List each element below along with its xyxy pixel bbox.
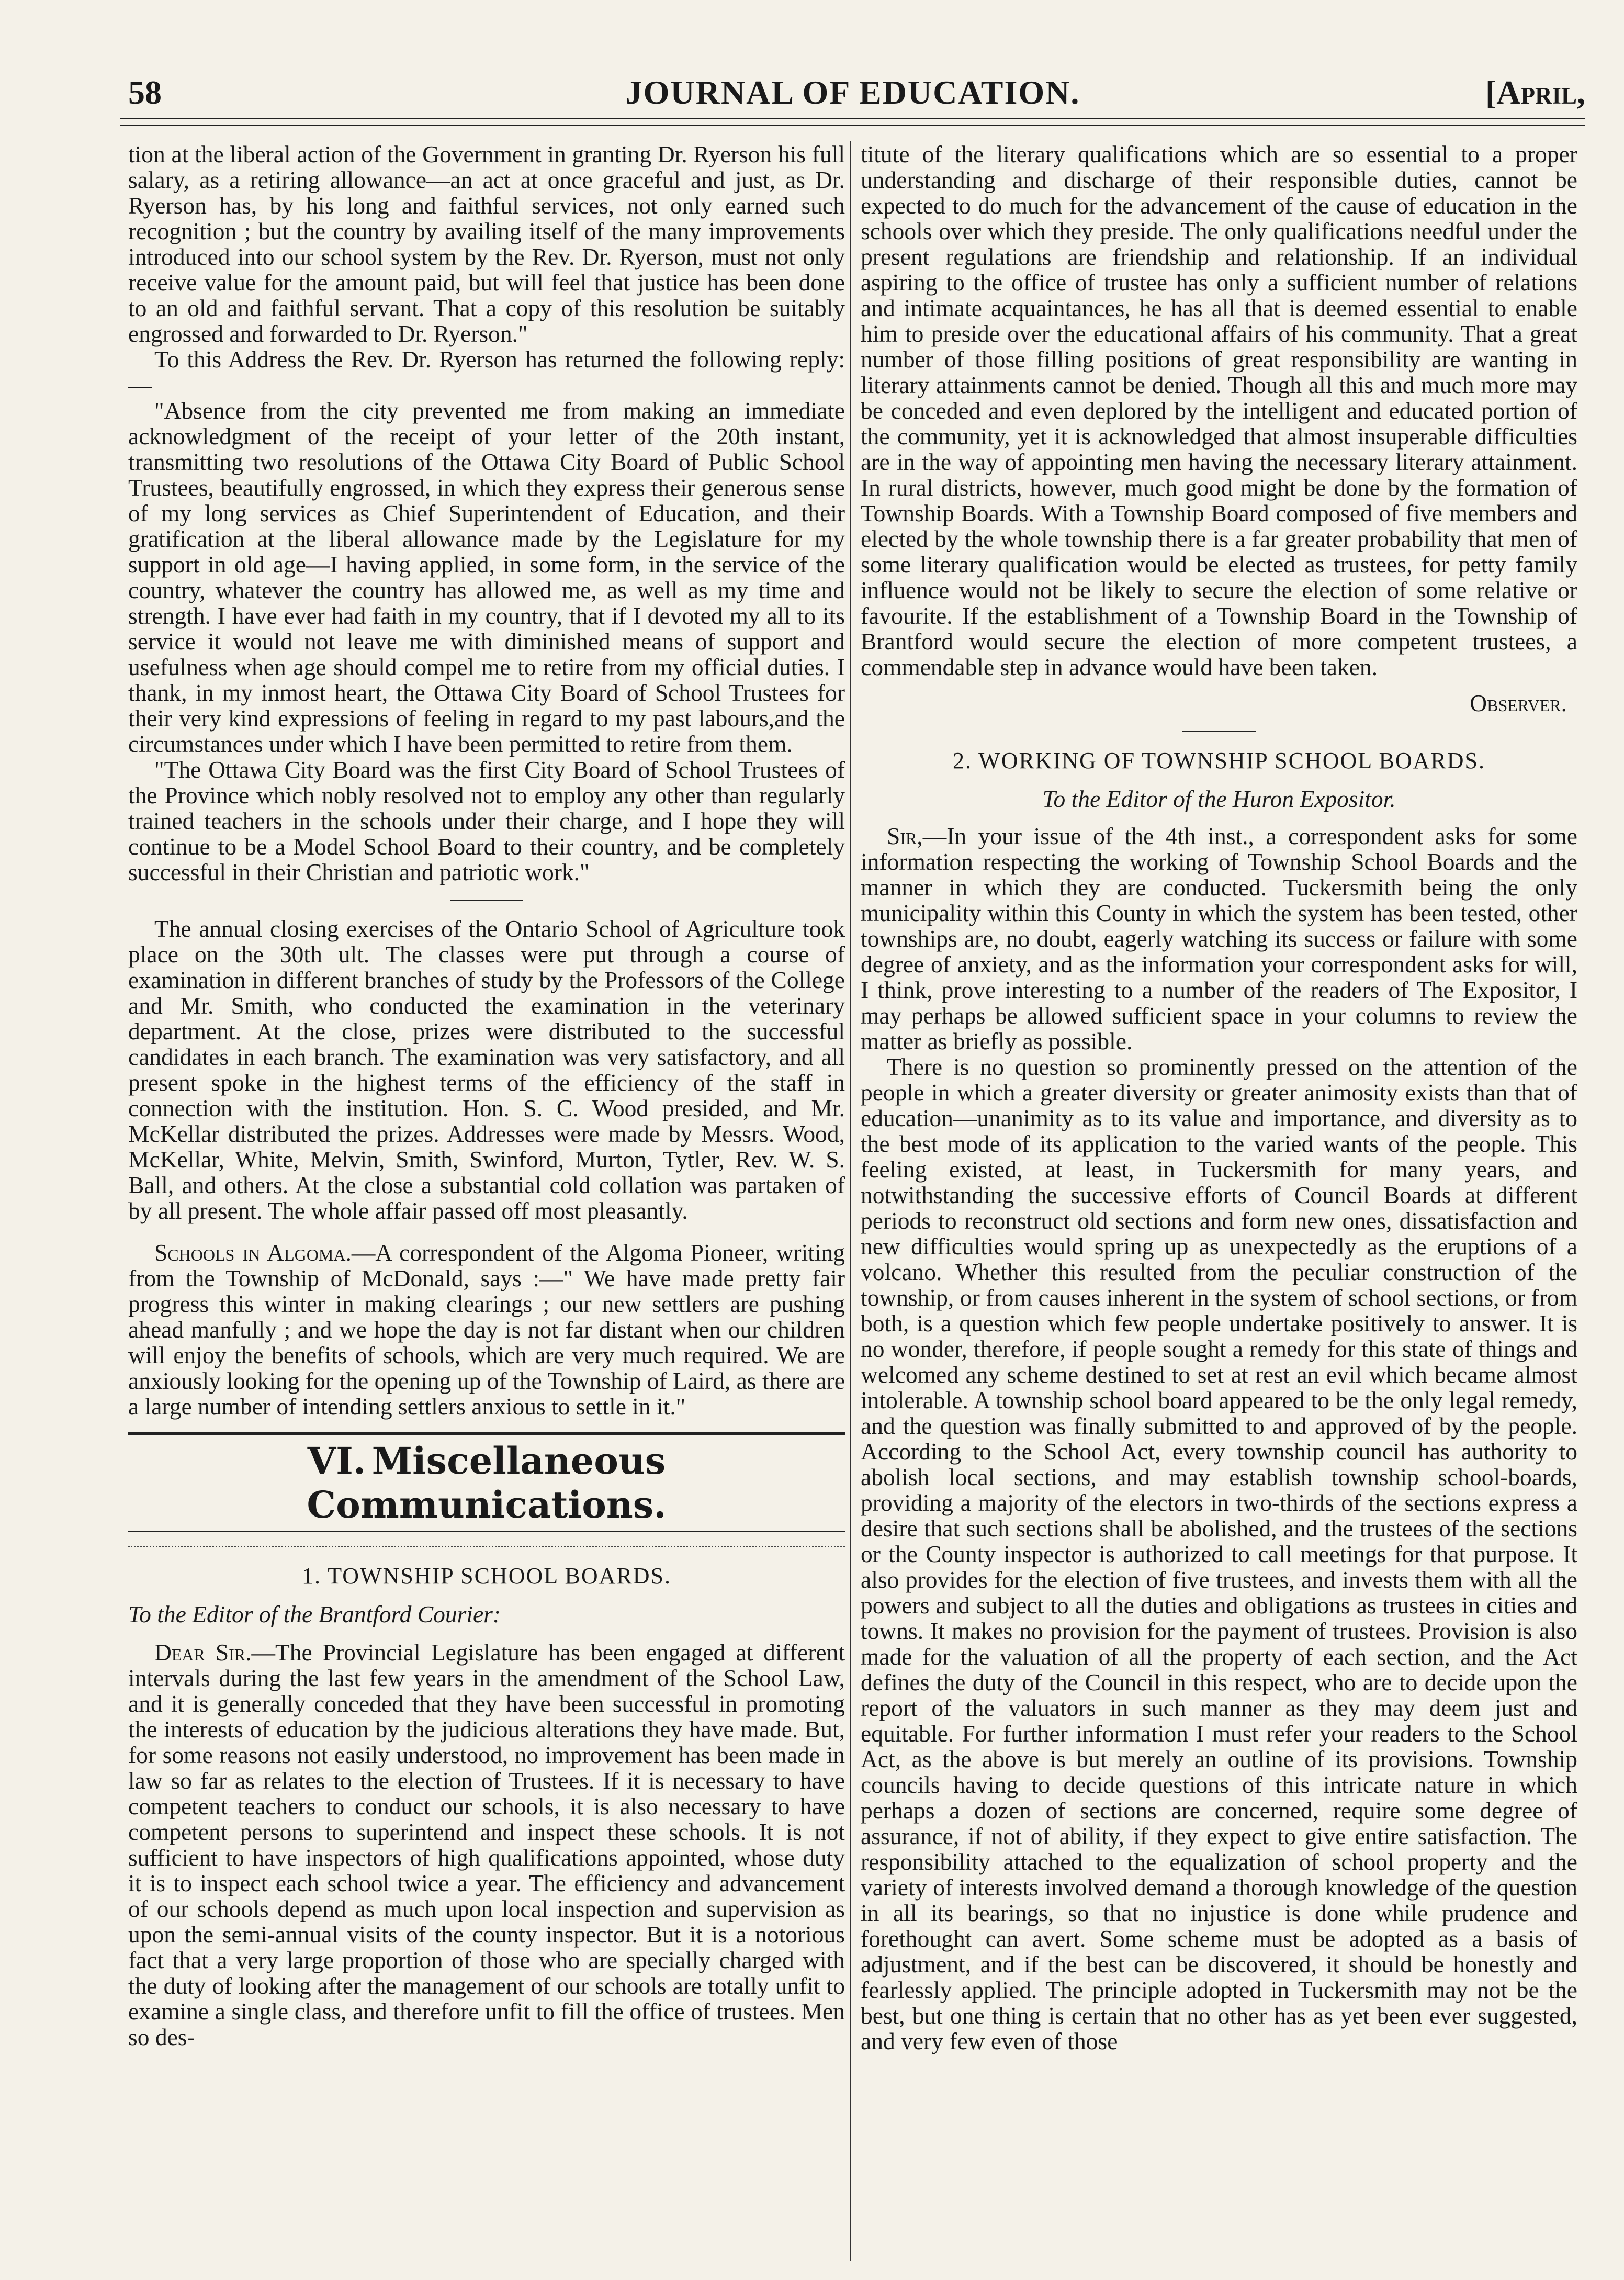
page-number: 58 (128, 74, 162, 111)
wavy-rule (128, 1542, 845, 1547)
issue-date: [April, (1485, 74, 1585, 111)
paragraph: "The Ottawa City Board was the first City Board of School Trustees of the Province which nobly resolved not to employ any other than regularly trained teachers in the schools under their charge, and I hope they will continue to be a Model School Board to their country, and be completely successful in their Christian and patriotic work." (128, 756, 845, 885)
divider (1182, 731, 1256, 732)
paragraph (128, 1240, 845, 1419)
page-header (120, 68, 1585, 131)
paragraph: titute of the literary qualifications which are so essential to a proper understanding and discharge of their responsible duties, cannot be expected to do much for the advancement of the cause of education in the schools over which they preside. The only qualifications needful under the present regulations are friendship and relationship. If an individual aspiring to the office of trustee has only a sufficient number of relations and intimate acquaintances, he has all that is deemed essential to enable him to preside over the educational affairs of his community. That a great number of those filling positions of great responsibility are wanting in literary attainments cannot be denied. Though all this and much more may be conceded and even deplored by the intelligent and educated portion of the community, yet it is acknowledged that almost insuperable difficulties are in the way of appointing men having the necessary literary attainment. In rural districts, however, much good might be done by the formation of Township Boards. With a Township Board composed of five members and elected by the whole township there is a far greater probability that men of some literary qualification would be elected as trustees, for petty family influence would not be likely to secure the election of some relative or favourite. If the establishment of a Township Board in the Township of Brantford would secure the election of more competent trustees, a commendable step in advance would have been taken. (861, 141, 1577, 680)
paragraph-text: —In your issue of the 4th inst., a correspondent asks for some information respecting the working of Township School Boards and the manner in which they are conducted. Tuckersmith being the only municipality within this County in which the system has been tested, other townships are, no doubt, eagerly watching its success or failure with some degree of anxiety, and as the information your correspondent asks for will, I think, prove interesting to a number of the readers of The Expositor, I may perhaps be allowed sufficient space in your columns to review the matter as briefly as possible. (861, 823, 1577, 1054)
paragraph (861, 823, 1577, 1054)
paragraph-text: —A correspondent of the Algoma Pioneer, writing from the Township of McDonald, says :—" We have made pretty fair progress this winter in making clearings ; our new settlers are pushing ahead manfully ; and we hope the day is not far distant when our children will enjoy the benefits of schools, which are very much required. We are anxiously looking for the opening up of the Township of Laird, as there are a large number of intending settlers anxious to settle in it." (128, 1239, 845, 1420)
section-heading-block (128, 1432, 845, 1532)
section-title: Miscellaneous Communications. (307, 1439, 667, 1526)
paragraph: The annual closing exercises of the Ontario School of Agriculture took place on the 30th ult. The classes were put through a course of examination in different branches of study by the Professors of the College and Mr. Smith, who conducted the examination in the veterinary department. At the close, prizes were distributed to the successful candidates in each branch. The examination was very satisfactory, and all present spoke in the highest terms of the efficiency of the staff in connection with the institution. Hon. S. C. Wood presided, and Mr. McKellar distributed the prizes. Addresses were made by Messrs. Wood, McKellar, White, Melvin, Smith, Swinford, Murton, Tytler, Rev. W. S. Ball, and others. At the close a substantial cold collation was partaken of by all present. The whole affair passed off most pleasantly. (128, 915, 845, 1224)
section-number: VI. (307, 1439, 366, 1482)
paragraph: tion at the liberal action of the Government in granting Dr. Ryerson his full salary, as a retiring allowance—an act at once graceful and just, as Dr. Ryerson has, by his long and faithful services, not only earned such recognition ; but the country by availing itself of the many improvements introduced into our school system by the Rev. Dr. Ryerson, must not only receive value for the amount paid, but will feel that justice has been done to an old and faithful servant. That a copy of this resolution be suitably engrossed and forwarded to Dr. Ryerson." (128, 141, 845, 347)
column-divider (850, 141, 851, 2261)
paragraph-label: Dear Sir. (154, 1639, 252, 1666)
paragraph-label: Schools in Algoma. (154, 1239, 352, 1266)
paragraph-text: —The Provincial Legislature has been engaged at different intervals during the last few years in the amendment of the School Law, and it is generally conceded that they have been successful in promoting the interests of education by the judicious alterations they have made. But, for some reasons not easily understood, no improvement has been made in law so far as relates to the election of Trustees. If it is necessary to have competent teachers to conduct our schools, it is also necessary to have competent persons to superintend and inspect these schools. It is not sufficient to have inspectors of high qualifications appointed, whose duty it is to inspect each school twice a year. The efficiency and advancement of our schools depend as much upon local inspection and supervision as upon the semi-annual visits of the county inspector. But it is a notorious fact that a very large proportion of those who are specially charged with the duty of looking after the management of our schools are totally unfit to examine a single class, and therefore unfit to fill the office of trustees. Men so des- (128, 1639, 845, 2050)
signature: Observer. (1470, 690, 1567, 716)
paragraph: There is no question so prominently pressed on the attention of the people in which a greater diversity or greater animosity exists than that of education—unanimity as to its value and importance, and diversity as to the best mode of its application to the varied wants of the people. This feeling existed, at least, in Tuckersmith for many years, and notwithstanding the successive efforts of Council Boards at different periods to reconstruct old sections and form new ones, dissatisfaction and new difficulties would spring up as unexpectedly as the eruptions of a volcano. Whether this resulted from the peculiar construction of the township, or from causes inherent in the system of school sections, or from both, is a question which few people undertake positively to answer. It is no wonder, therefore, if people sought a remedy for this state of things and welcomed any scheme destined to set at rest an evil which became almost intolerable. A township school board appeared to be the only legal remedy, and the question was finally submitted to and approved of by the people. According to the School Act, every township council has authority to abolish local sections, and may establish township school-boards, providing a majority of the electors in two-thirds of the sections express a desire that such sections shall be abolished, and the trustees of the sections or the County inspector is authorized to call meetings for that purpose. It also provides for the election of five trustees, and invests them with all the powers and subject to all the duties and obligations as trustees in cities and towns. It makes no provision for the payment of trustees. Provision is also made for the valuation of all the property of each section, and the Act defines the duty of the Council in this respect, who are to decide upon the report of the valuators in such manner as they may deem just and equitable. For further information I must refer your readers to the School Act, as the above is but merely an outline of its provisions. Township councils having to decide questions of this intricate nature in which perhaps a dozen of sections are concerned, require some degree of assurance, if not of ability, if they expect to give entire satisfaction. The responsibility attached to the equalization of school property and the variety of interests involved demand a thorough knowledge of the question in all its bearings, so that no injustice is done while prudence and forethought can avert. Some scheme must be adopted as a basis of adjustment, and if the best can be discovered, it should be honestly and fearlessly applied. The principle adopted in Tuckersmith may not be the best, but one thing is certain that no other has as yet been ever suggested, and very few even of those (861, 1053, 1577, 2054)
header-rule (120, 118, 1585, 126)
paragraph (128, 1639, 845, 2050)
left-column (128, 141, 845, 2261)
paragraph: "Absence from the city prevented me from making an immediate acknowledgment of the receipt of your letter of the 20th instant, transmitting two resolutions of the Ottawa City Board of Public School Trustees, beautifully engrossed, in which they express their generous sense of my long services as Chief Superintendent of Education, and their gratification at the liberal allowance made by the Legislature for my support in old age—I having applied, in some form, in the service of the country, whatever the country has allowed me, as well as my time and strength. I have ever had faith in my country, that if I devoted my all to its service it would not leave me with diminished means of support and usefulness when age should compel me to retire from my official duties. I thank, in my inmost heart, the Ottawa City Board of School Trustees for their very kind expressions of feeling in regard to my past labours,and the circumstances under which I have been permitted to retire from them. (128, 397, 845, 757)
article-heading: 1. TOWNSHIP SCHOOL BOARDS. (302, 1563, 671, 1589)
addressee: To the Editor of the Huron Expositor. (1042, 785, 1396, 812)
addressee: To the Editor of the Brantford Courier: (128, 1601, 501, 1627)
paragraph-label: Sir, (887, 823, 923, 849)
divider (450, 900, 523, 901)
paragraph: To this Address the Rev. Dr. Ryerson has returned the following reply:— (128, 346, 845, 398)
right-column (861, 141, 1577, 2261)
article-heading: 2. WORKING OF TOWNSHIP SCHOOL BOARDS. (952, 748, 1486, 773)
journal-title: JOURNAL OF EDUCATION. (625, 74, 1080, 111)
journal-page (120, 68, 1585, 2266)
